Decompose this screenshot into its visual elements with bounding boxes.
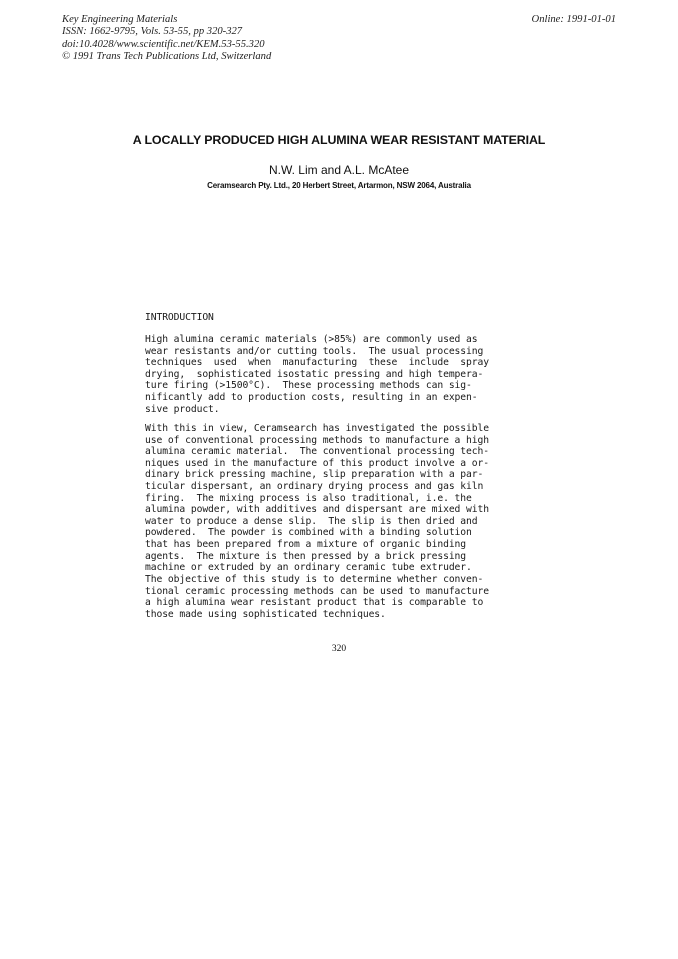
text-line: tional ceramic processing methods can be used to manufacture <box>145 585 489 597</box>
text-line: ture firing (>1500°C). These processing methods can sig- <box>145 380 472 392</box>
text-line: The objective of this study is to determine whether conven- <box>145 574 484 585</box>
text-line: machine or extruded by an ordinary ceramic tube extruder. <box>145 562 472 574</box>
paper-authors: N.W. Lim and A.L. McAtee <box>268 163 410 177</box>
text-line: nificantly add to production costs, resulting in an expen- <box>145 391 478 403</box>
section-heading-text: INTRODUCTION <box>145 312 214 323</box>
text-line: sive product. <box>145 403 220 415</box>
text-line: With this in view, Ceramsearch has investigated the possible <box>145 423 489 434</box>
text-line: alumina ceramic material. The conventional processing tech- <box>145 446 489 458</box>
text-line: firing. The mixing process is also traditional, i.e. the <box>145 492 472 504</box>
issn-line: ISSN: 1662-9795, Vols. 53-55, pp 320-327 <box>62 26 243 38</box>
text-line: a high alumina wear resistant product that is comparable to <box>145 597 484 609</box>
text-line: ticular dispersant, an ordinary drying process and gas kiln <box>145 480 484 492</box>
paper-title: A LOCALLY PRODUCED HIGH ALUMINA WEAR RESISTANT MATERIAL <box>132 133 546 147</box>
section-heading <box>145 312 545 324</box>
text-line: agents. The mixture is then pressed by a brick pressing <box>145 550 467 562</box>
copyright-line: © 1991 Trans Tech Publications Ltd, Switzerland <box>62 51 272 63</box>
paragraph-2 <box>145 423 545 574</box>
text-line: that has been prepared from a mixture of organic binding <box>145 538 467 550</box>
text-line: techniques used when manufacturing these include spray <box>145 357 489 369</box>
text-line: drying, sophisticated isostatic pressing and high tempera- <box>145 368 484 380</box>
journal-name: Key Engineering Materials <box>62 14 178 25</box>
author-affiliation: Ceramsearch Pty. Ltd., 20 Herbert Street, Artarmon, NSW 2064, Australia <box>207 181 471 190</box>
online-date: Online: 1991-01-01 <box>531 14 616 25</box>
paragraph-1 <box>145 334 545 415</box>
text-line: alumina powder, with additives and dispersant are mixed with <box>145 504 489 516</box>
text-line: niques used in the manufacture of this product involve a or- <box>145 457 489 469</box>
text-line: powdered. The powder is combined with a binding solution <box>145 527 472 539</box>
text-line: those made using sophisticated techniques. <box>145 608 386 620</box>
text-line: use of conventional processing methods to manufacture a high <box>145 434 489 446</box>
journal-header <box>62 14 271 64</box>
text-line: High alumina ceramic materials (>85%) are commonly used as <box>145 334 478 345</box>
page-number: 320 <box>331 644 347 654</box>
text-line: water to produce a dense slip. The slip is then dried and <box>145 515 478 527</box>
doi-line: doi:10.4028/www.scientific.net/KEM.53-55.320 <box>62 38 265 50</box>
text-line: dinary brick pressing machine, slip preparation with a par- <box>145 469 484 481</box>
text-line: wear resistants and/or cutting tools. The usual processing <box>145 345 484 357</box>
paragraph-3 <box>145 574 545 620</box>
